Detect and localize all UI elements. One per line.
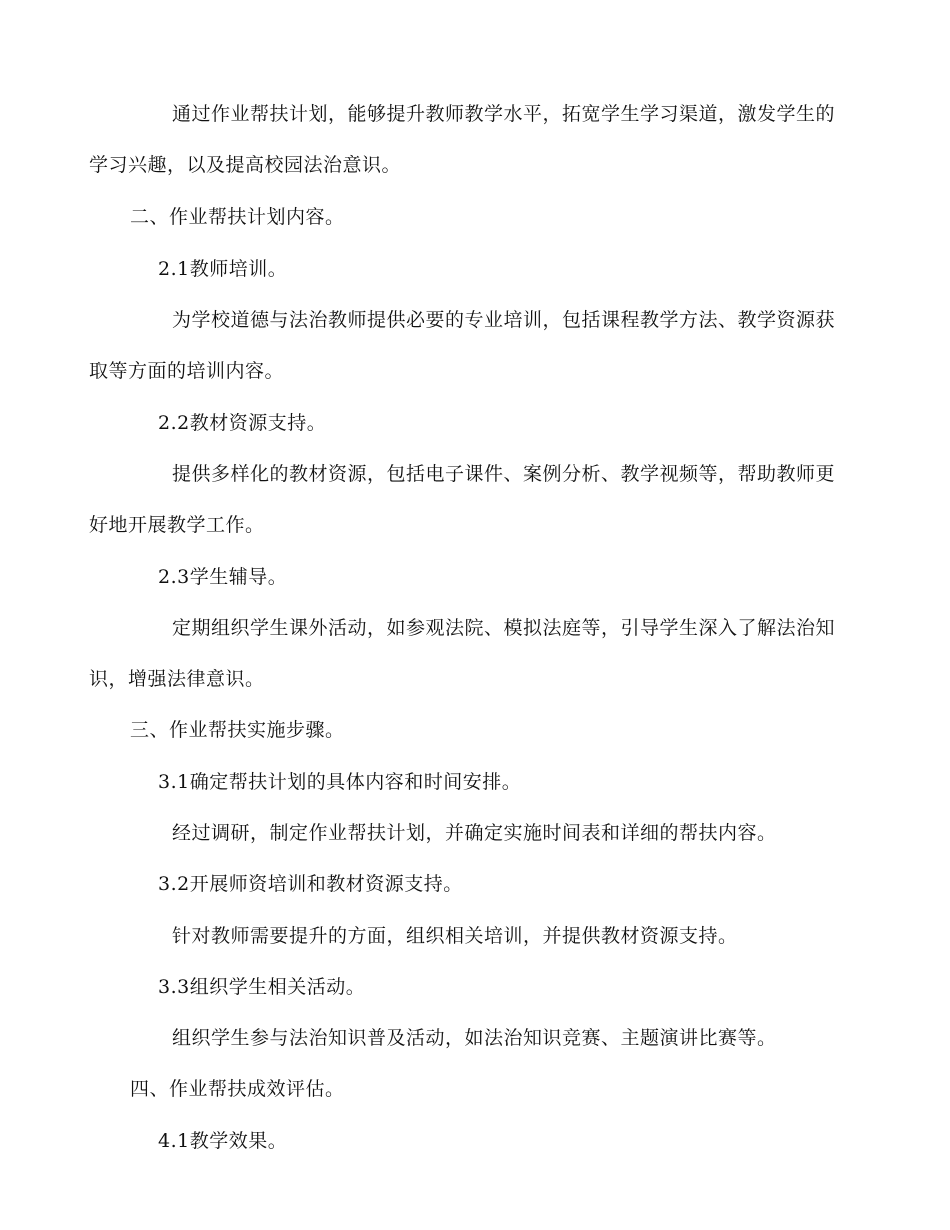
paragraph-line: 好地开展教学工作。	[89, 514, 265, 536]
paragraph-line: 定期组织学生课外活动，如参观法院、模拟法庭等，引导学生深入了解法治知	[172, 617, 836, 639]
paragraph-line: 为学校道德与法治教师提供必要的专业培训，包括课程教学方法、教学资源获	[172, 309, 836, 331]
section-heading: 三、作业帮扶实施步骤。	[130, 719, 345, 741]
paragraph-line: 经过调研，制定作业帮扶计划，并确定实施时间表和详细的帮扶内容。	[172, 822, 777, 844]
subsection-heading: 2.1教师培训。	[158, 258, 288, 280]
subsection-heading: 3.2开展师资培训和教材资源支持。	[158, 873, 463, 895]
subsection-heading: 3.1确定帮扶计划的具体内容和时间安排。	[158, 771, 522, 793]
paragraph-line: 针对教师需要提升的方面，组织相关培训，并提供教材资源支持。	[172, 925, 738, 947]
section-heading: 二、作业帮扶计划内容。	[130, 206, 345, 228]
subsection-heading: 3.3组织学生相关活动。	[158, 976, 366, 998]
paragraph-line: 提供多样化的教材资源，包括电子课件、案例分析、教学视频等，帮助教师更	[172, 463, 836, 485]
subsection-heading: 4.1教学效果。	[158, 1130, 288, 1152]
subsection-heading: 2.2教材资源支持。	[158, 412, 327, 434]
paragraph-line: 识，增强法律意识。	[89, 668, 265, 690]
paragraph-line: 组织学生参与法治知识普及活动，如法治知识竞赛、主题演讲比赛等。	[172, 1027, 777, 1049]
paragraph-line: 学习兴趣，以及提高校园法治意识。	[89, 154, 402, 176]
section-heading: 四、作业帮扶成效评估。	[130, 1078, 345, 1100]
paragraph-line: 通过作业帮扶计划，能够提升教师教学水平，拓宽学生学习渠道，激发学生的	[172, 103, 836, 125]
paragraph-line: 取等方面的培训内容。	[89, 360, 285, 382]
subsection-heading: 2.3学生辅导。	[158, 566, 288, 588]
